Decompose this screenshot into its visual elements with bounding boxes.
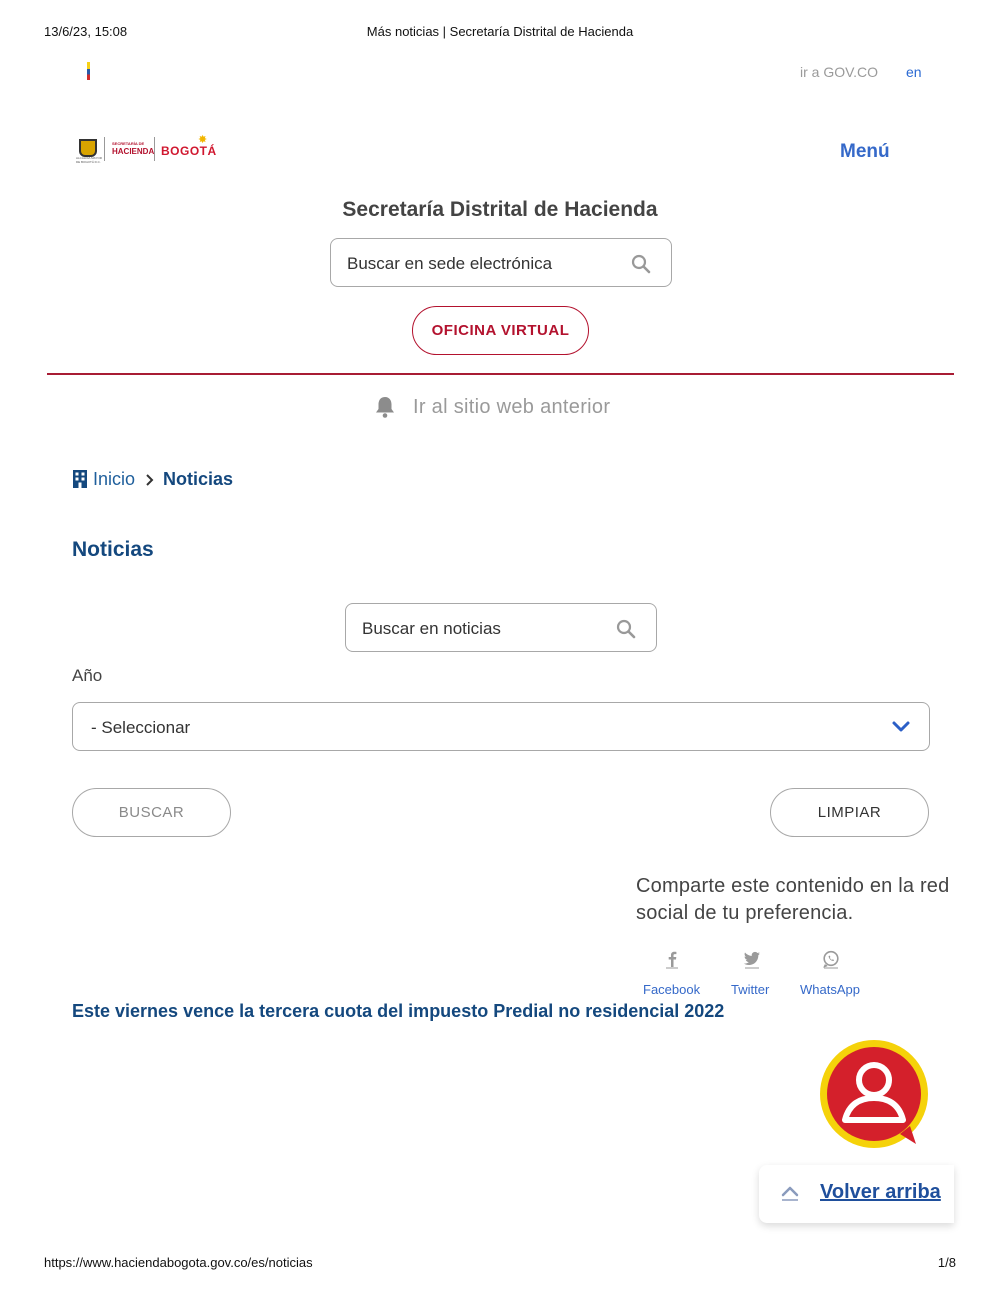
hacienda-logo[interactable]	[76, 133, 216, 165]
search-icon[interactable]	[631, 254, 651, 274]
logo-divider	[154, 137, 155, 161]
header-divider	[47, 373, 954, 375]
menu-button[interactable]: Menú	[840, 141, 890, 162]
logo-divider	[104, 137, 105, 161]
facebook-icon[interactable]	[662, 949, 682, 969]
print-title: Más noticias | Secretaría Distrital de Hacienda	[366, 24, 634, 39]
print-url: https://www.haciendabogota.gov.co/es/noticias	[44, 1255, 313, 1270]
star-icon: ✸	[198, 134, 208, 146]
print-date: 13/6/23, 15:08	[44, 24, 128, 39]
page-title: Noticias	[72, 538, 154, 561]
gov-flag-icon	[87, 62, 90, 80]
news-search-placeholder: Buscar en noticias	[362, 619, 501, 638]
year-filter-label: Año	[72, 666, 103, 685]
news-search-input[interactable]	[345, 603, 657, 652]
facebook-share-link[interactable]: Facebook	[643, 982, 701, 997]
chevron-up-icon	[780, 1185, 800, 1201]
logo-hacienda-text: HACIENDA	[112, 147, 155, 156]
logo-secretaria-text: SECRETARÍA DE	[112, 141, 145, 146]
language-link[interactable]: en	[906, 64, 922, 80]
logo-bogota-text: BOGOTÁ	[161, 144, 217, 158]
bogota-shield-icon	[79, 139, 97, 157]
site-title: Secretaría Distrital de Hacienda	[342, 198, 658, 221]
twitter-icon[interactable]	[742, 949, 762, 969]
share-prompt: Comparte este contenido en la red social de tu preferencia.	[636, 875, 950, 924]
bell-icon	[374, 395, 396, 419]
year-select[interactable]	[72, 702, 930, 751]
year-select-value: - Seleccionar	[91, 718, 191, 737]
logo-alcaldia-text: ALCALDÍA MAYOR DE BOGOTÁ D.C.	[76, 156, 102, 164]
back-to-top-button[interactable]	[759, 1165, 954, 1223]
search-button[interactable]: BUSCAR	[72, 788, 231, 837]
news-item-title-link[interactable]: Este viernes vence la tercera cuota del impuesto Predial no residencial 2022	[72, 1001, 725, 1021]
chevron-down-icon	[891, 719, 911, 735]
old-site-link[interactable]: Ir al sitio web anterior	[413, 396, 611, 418]
whatsapp-icon[interactable]	[821, 949, 841, 969]
whatsapp-share-link[interactable]: WhatsApp	[800, 982, 860, 997]
search-icon[interactable]	[616, 619, 636, 639]
gov-co-link[interactable]: ir a GOV.CO	[800, 64, 879, 80]
site-search-placeholder: Buscar en sede electrónica	[347, 254, 553, 273]
clear-button[interactable]: LIMPIAR	[770, 788, 929, 837]
site-search-input[interactable]	[330, 238, 672, 287]
breadcrumb-current: Noticias	[163, 469, 234, 489]
breadcrumb-home-link[interactable]: Inicio	[93, 469, 136, 489]
back-to-top-label: Volver arriba	[820, 1181, 941, 1203]
virtual-office-button[interactable]: OFICINA VIRTUAL	[412, 306, 589, 355]
print-page-number: 1/8	[937, 1255, 956, 1270]
building-icon	[73, 470, 87, 488]
chevron-right-icon	[145, 473, 155, 487]
chat-assistant-icon[interactable]	[818, 1038, 930, 1150]
twitter-share-link[interactable]: Twitter	[731, 982, 770, 997]
